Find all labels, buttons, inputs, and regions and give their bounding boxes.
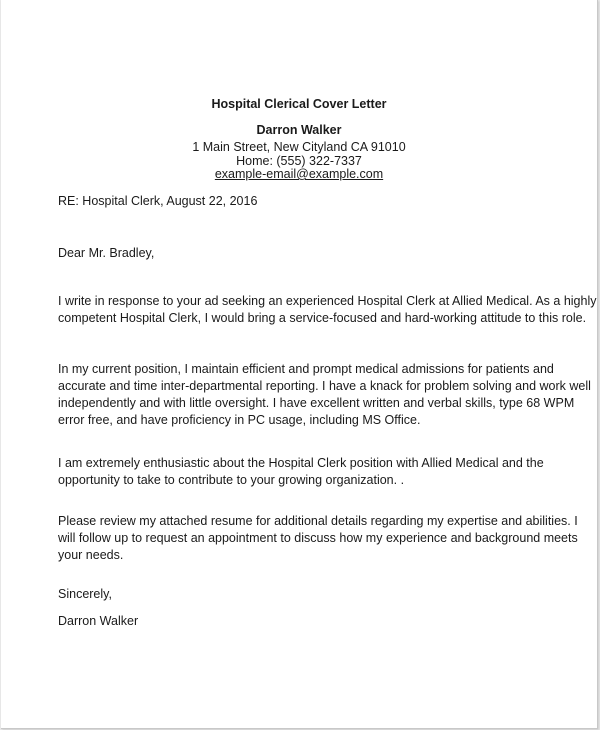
- document-title: Hospital Clerical Cover Letter: [211, 97, 387, 111]
- paragraph-line: competent Hospital Clerk, I would bring a service-focused and hard-working attitude to this role.: [58, 311, 587, 325]
- paragraph-line: error free, and have proficiency in PC usage, including MS Office.: [58, 413, 421, 427]
- paragraph-4: [58, 513, 578, 564]
- sender-email-link[interactable]: example-email@example.com: [214, 167, 384, 181]
- paragraph-line: your needs.: [58, 548, 124, 562]
- paragraph-line: In my current position, I maintain efficient and prompt medical admissions for patients and: [58, 362, 554, 376]
- signature: Darron Walker: [58, 614, 139, 628]
- paragraph-line: independently and with little oversight. I have excellent written and verbal skills, type 68 WPM: [58, 396, 575, 410]
- letter-page: [1, 0, 598, 729]
- paragraph-line: accurate and time inter-departmental reporting. I have a knack for problem solving and work well: [58, 379, 591, 393]
- sender-email-container: [1, 166, 597, 183]
- paragraph-line: I am extremely enthusiastic about the Hospital Clerk position with Allied Medical and the: [58, 456, 544, 470]
- salutation: Dear Mr. Bradley,: [58, 246, 155, 260]
- paragraph-line: I write in response to your ad seeking an experienced Hospital Clerk at Allied Medical. As a highly: [58, 294, 597, 308]
- paragraph-line: opportunity to take to contribute to your growing organization. .: [58, 473, 405, 487]
- sender-name: Darron Walker: [256, 123, 342, 137]
- paragraph-2: [58, 361, 591, 429]
- paragraph-line: Please review my attached resume for additional details regarding my expertise and abilities. I: [58, 514, 578, 528]
- paragraph-line: will follow up to request an appointment to discuss how my experience and background meets: [58, 531, 578, 545]
- sender-address: 1 Main Street, New Cityland CA 91010: [192, 140, 406, 154]
- re-line: RE: Hospital Clerk, August 22, 2016: [58, 194, 258, 208]
- paragraph-3: [58, 455, 558, 489]
- closing: Sincerely,: [58, 587, 112, 601]
- paragraph-1: [58, 293, 597, 327]
- sender-phone: Home: (555) 322-7337: [236, 154, 362, 168]
